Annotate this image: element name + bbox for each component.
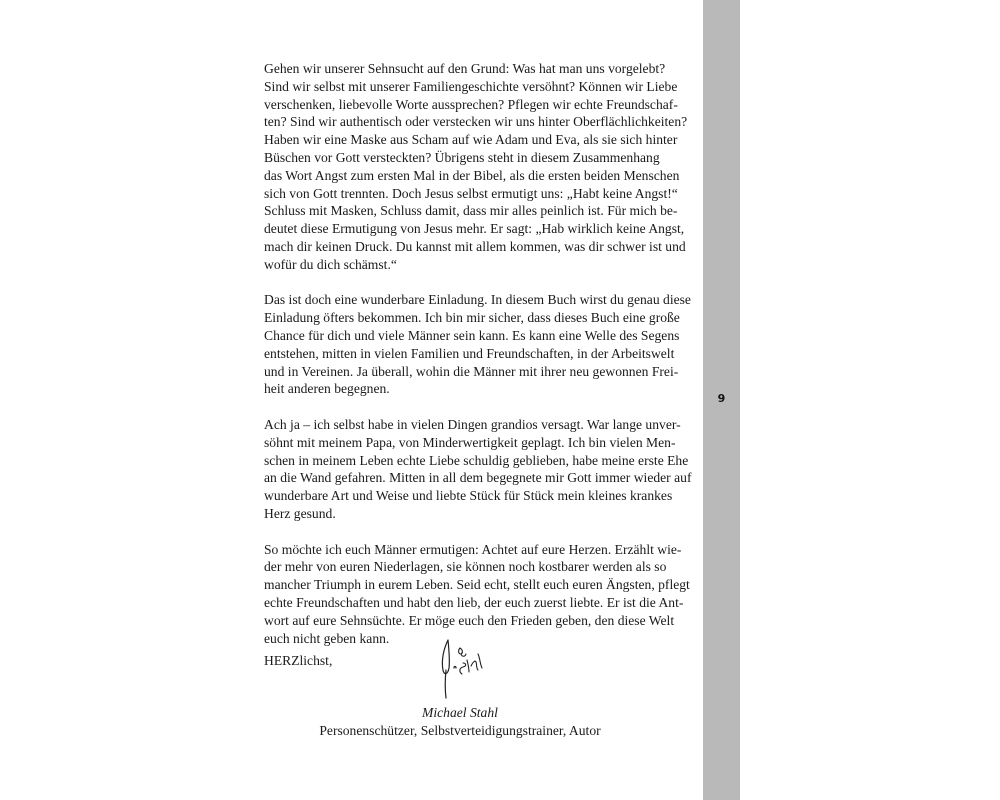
text-line: verschenken, liebevolle Worte aussprechen? Pflegen wir echte Freundschaf- <box>264 96 678 112</box>
text-line: Sind wir selbst mit unserer Familiengeschichte versöhnt? Können wir Liebe <box>264 78 678 94</box>
text-line: deutet diese Ermutigung von Jesus mehr. Er sagt: „Hab wirklich keine Angst, <box>264 221 685 237</box>
text-line: mancher Triumph in eurem Leben. Seid echt, stellt euch euren Ängsten, pflegt <box>264 577 690 593</box>
text-line: mach dir keinen Druck. Du kannst mit allem kommen, was dir schwer ist und <box>264 238 686 254</box>
text-line: Einladung öfters bekommen. Ich bin mir sicher, dass dieses Buch eine große <box>264 310 680 326</box>
text-line: der mehr von euren Niederlagen, sie können noch kostbarer werden als so <box>264 559 667 575</box>
author-title: Personenschützer, Selbstverteidigungstrainer, Autor <box>319 723 601 738</box>
text-line: und in Vereinen. Ja überall, wohin die Männer mit ihrer neu gewonnen Frei- <box>264 363 679 379</box>
text-line: an die Wand gefahren. Mitten in all dem begegnete mir Gott immer wieder auf <box>264 470 692 486</box>
text-line: heit anderen begegnen. <box>264 381 390 397</box>
text-line: schen in meinem Leben echte Liebe schuldig geblieben, habe meine erste Ehe <box>264 452 689 468</box>
text-line: Herz gesund. <box>264 505 336 521</box>
text-line: Ach ja – ich selbst habe in vielen Dingen grandios versagt. War lange unver- <box>264 416 681 432</box>
text-line: entstehen, mitten in vielen Familien und Freundschaften, in der Arbeitswelt <box>264 345 675 361</box>
text-line: Haben wir eine Maske aus Scham auf wie Adam und Eva, als sie sich hinter <box>264 132 678 148</box>
text-line: söhnt mit meinem Papa, von Minderwertigkeit geplagt. Ich bin vielen Men- <box>264 434 676 450</box>
text-line: wofür du dich schämst.“ <box>264 256 397 272</box>
signature-icon <box>432 630 492 700</box>
text-line: ten? Sind wir authentisch oder verstecken wir uns hinter Oberflächlichkeiten? <box>264 114 688 130</box>
text-line: sich von Gott trennten. Doch Jesus selbst ermutigt uns: „Habt keine Angst!“ <box>264 185 678 201</box>
text-line: Das ist doch eine wunderbare Einladung. In diesem Buch wirst du genau diese <box>264 292 691 308</box>
text-line: Gehen wir unserer Sehnsucht auf den Grund: Was hat man uns vorgelebt? <box>264 61 666 76</box>
text-line: So möchte ich euch Männer ermutigen: Achtet auf eure Herzen. Erzählt wie- <box>264 541 682 557</box>
paragraph <box>264 416 692 523</box>
author-name: Michael Stahl <box>422 705 498 720</box>
text-line: das Wort Angst zum ersten Mal in der Bibel, als die ersten beiden Menschen <box>264 167 680 183</box>
handwritten-signature <box>432 630 492 700</box>
text-line: euch nicht geben kann. <box>264 630 390 646</box>
text-line: echte Freundschaften und habt den lieb, der euch zuerst liebte. Er ist die Ant- <box>264 594 684 610</box>
text-line: wort auf eure Sehnsüchte. Er möge euch den Frieden geben, den diese Welt <box>264 612 675 628</box>
text-line: Schluss mit Masken, Schluss damit, dass mir alles peinlich ist. Für mich be- <box>264 203 678 219</box>
closing-greeting: HERZlichst, <box>264 653 333 668</box>
text-line: Chance für dich und viele Männer sein kann. Es kann eine Welle des Segens <box>264 327 680 343</box>
paragraph <box>264 60 688 274</box>
body-text <box>264 60 692 665</box>
paragraph <box>264 291 691 398</box>
page-edge-bar <box>703 0 740 800</box>
text-line: wunderbare Art und Weise und liebte Stück für Stück mein kleines krankes <box>264 488 673 504</box>
text-line: Büschen vor Gott versteckten? Übrigens steht in diesem Zusammenhang <box>264 149 660 165</box>
page-number: 9 <box>717 392 726 405</box>
